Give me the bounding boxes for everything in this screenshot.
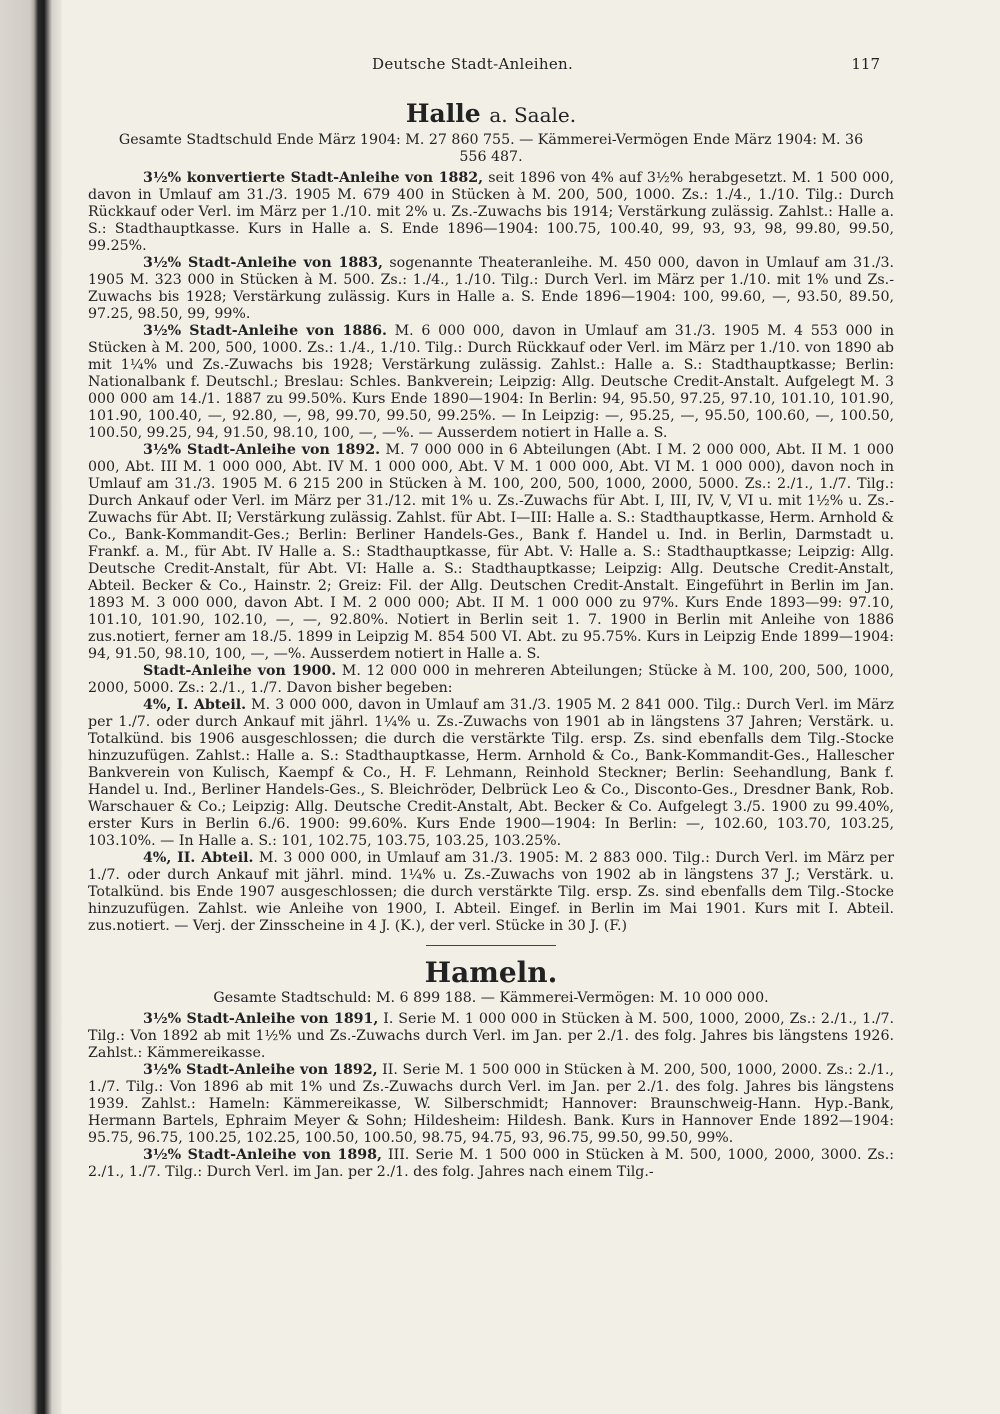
- city-heading-hameln: [88, 958, 894, 988]
- city-suffix: a. Saale.: [489, 103, 577, 127]
- section-divider: [426, 945, 556, 946]
- adjacent-page-edge: [0, 0, 62, 1414]
- loan-title: 3½% Stadt-Anleihe von 1891,: [143, 1011, 379, 1027]
- loan-text: III. Serie M. 1 500 000 in Stücken à M. 500, 1000, 2000, 3000. Zs.: 2./1., 1./7. Tilg.: Durch Verl. im Jan. per 2./1. des folg. Jahres nach einem Tilg.-: [88, 1147, 894, 1180]
- running-head-title: Deutsche Stadt-Anleihen.: [372, 55, 574, 73]
- loan-title: 4%, I. Abteil.: [143, 697, 247, 713]
- loan-entry: [88, 442, 894, 663]
- loan-title: 3½% konvertierte Stadt-Anleihe von 1882,: [143, 170, 484, 186]
- loan-entry: [88, 1011, 894, 1062]
- loan-title: 3½% Stadt-Anleihe von 1898,: [143, 1147, 382, 1163]
- loan-text: II. Serie M. 1 500 000 in Stücken à M. 200, 500, 1000, 2000. Zs.: 2./1., 1./7. Tilg.: Von 1896 ab mit 1% und Zs.-Zuwachs durch Verl. im Jan. per 2./1. des folg. Jahres bis längstens 1939. Zahlst.: Hameln: Kämmereikasse, W. Silberschmidt; Hannover: Braunschweig-Hann. Hyp.-Bank, Hermann Bartels, Ephraim Meyer & Sohn; Hildesheim: Hildesh. Bank. Kurs in Hannover Ende 1892—1904: 95.75, 96.75, 100.25, 102.25, 100.50, 100.50, 98.75, 94.75, 93, 96.75, 99.50, 99.50, 99%.: [88, 1062, 894, 1146]
- loan-title: 4%, II. Abteil.: [143, 850, 254, 866]
- loan-entry: [88, 697, 894, 850]
- loan-entry: [88, 170, 894, 255]
- running-head: [88, 56, 894, 73]
- loan-text: sogenannte Theateranleihe. M. 450 000, davon in Umlauf am 31./3. 1905 M. 323 000 in Stücken à M. 500. Zs.: 1./4., 1./10. Tilg.: Durch Verl. im März per 1./10. mit 1% und Zs.-Zuwachs bis 1928; Verstärkung zulässig. Kurs in Halle a. S. Ende 1896—1904: 100, 99.60, —, 93.50, 89.50, 97.25, 98.50, 99, 99%.: [88, 255, 894, 322]
- loan-text: seit 1896 von 4% auf 3½% herabgesetzt. M. 1 500 000, davon in Umlauf am 31./3. 1905 M. 679 400 in Stücken à M. 200, 500, 1000. Zs.: 1./4., 1./10. Tilg.: Durch Rückkauf oder Verl. im März per 1./10. mit 2% u. Zs.-Zuwachs bis 1914; Verstärkung zulässig. Zahlst.: Halle a. S.: Stadthauptkasse. Kurs in Halle a. S. Ende 1896—1904: 100.75, 100.40, 99, 93, 93, 98, 99.80, 99.50, 99.25%.: [88, 170, 894, 254]
- loan-title: 3½% Stadt-Anleihe von 1886.: [143, 323, 387, 339]
- loan-title: 3½% Stadt-Anleihe von 1892,: [143, 1062, 378, 1078]
- loan-text: M. 7 000 000 in 6 Abteilungen (Abt. I M. 2 000 000, Abt. II M. 1 000 000, Abt. III M. 1 000 000, Abt. IV M. 1 000 000, Abt. V M. 1 000 000, Abt. VI M. 1 000 000), davon noch in Umlauf am 31./3. 1905 M. 6 215 200 in Stücken à M. 100, 200, 500, 1000, 2000, 5000. Zs.: 2./1., 1./7. Tilg.: Durch Ankauf oder Verl. im März per 31./12. mit 1% u. Zs.-Zuwachs für Abt. I, III, IV, V, VI u. mit 1½% u. Zs.-Zuwachs für Abt. II; Verstärkung zulässig. Zahlst. für Abt. I—III: Halle a. S.: Stadthauptkasse, Herm. Arnhold & Co., Bank-Kommandit-Ges.; Berlin: Berliner Handels-Ges., Bank f. Handel u. Ind. in Berlin, Darmstadt u. Frankf. a. M., für Abt. IV Halle a. S.: Stadthauptkasse, für Abt. V: Halle a. S.: Stadthauptkasse; Leipzig: Allg. Deutsche Credit-Anstalt, für Abt. VI: Halle a. S.: Stadthauptkasse; Leipzig: Allg. Deutsche Credit-Anstalt, Abteil. Becker & Co., Hainstr. 2; Greiz: Fil. der Allg. Deutschen Credit-Anstalt. Eingeführt in Berlin im Jan. 1893 M. 3 000 000, davon Abt. I M. 2 000 000; Abt. II M. 1 000 000 zu 97%. Kurs Ende 1893—99: 97.10, 101.10, 101.90, 102.10, —, —, 92.80%. Notiert in Berlin seit 1. 7. 1900 in Berlin mit Anleihe von 1886 zus.notiert, ferner am 18./5. 1899 in Leipzig M. 854 500 VI. Abt. zu 95.75%. Kurs in Leipzig Ende 1899—1904: 94, 91.50, 98.10, 100, —, —%. Ausserdem notiert in Halle a. S.: [88, 442, 894, 662]
- loan-text: M. 6 000 000, davon in Umlauf am 31./3. 1905 M. 4 553 000 in Stücken à M. 200, 500, 1000. Zs.: 1./4., 1./10. Tilg.: Durch Rückkauf oder Verl. im März per 1./10. von 1890 ab mit 1¼% und Zs.-Zuwachs bis 1928; Verstärkung zulässig. Zahlst.: Halle a. S.: Stadthauptkasse; Berlin: Nationalbank f. Deutschl.; Breslau: Schles. Bankverein; Leipzig: Allg. Deutsche Credit-Anstalt. Aufgelegt M. 3 000 000 am 14./1. 1887 zu 99.50%. Kurs Ende 1890—1904: In Berlin: 94, 95.50, 97.25, 97.10, 101.10, 101.90, 101.90, 100.40, —, 92.80, —, 98, 99.70, 99.50, 99.25%. — In Leipzig: —, 95.25, —, 95.50, 100.60, —, 100.50, 100.50, 99.25, 94, 91.50, 98.10, 100, —, —%. — Ausserdem notiert in Halle a. S.: [88, 323, 894, 441]
- city-debt-summary: Gesamte Stadtschuld Ende März 1904: M. 27 860 755. — Kämmerei-Vermögen Ende März 1904: M. 36 556 487.: [118, 132, 864, 165]
- loan-entry: [88, 1062, 894, 1147]
- loan-text: M. 3 000 000, davon in Umlauf am 31./3. 1905 M. 2 841 000. Tilg.: Durch Verl. im März per 1./7. oder durch Ankauf mit jährl. 1¼% u. Zs.-Zuwachs von 1901 ab in längstens 37 Jahren; Verstärk. u. Totalkünd. bis 1906 ausgeschlossen; die durch die verstärkte Tilg. ersp. Zs. sind ebenfalls dem Tilg.-Stocke hinzuzufügen. Zahlst.: Halle a. S.: Stadthauptkasse, Herm. Arnhold & Co., Bank-Kommandit-Ges., Hallescher Bankverein von Kulisch, Kaempf & Co., H. F. Lehmann, Reinhold Steckner; Berlin: Seehandlung, Bank f. Handel u. Ind., Berliner Handels-Ges., S. Bleichröder, Delbrück Leo & Co., Disconto-Ges., Dresdner Bank, Rob. Warschauer & Co.; Leipzig: Allg. Deutsche Credit-Anstalt, Abt. Becker & Co. Aufgelegt 3./5. 1900 zu 99.40%, erster Kurs in Berlin 6./6. 1900: 99.60%. Kurs Ende 1900—1904: In Berlin: —, 102.60, 103.70, 103.25, 103.10%. — In Halle a. S.: 101, 102.75, 103.75, 103.25, 103.25%.: [88, 697, 894, 849]
- loan-text: M. 3 000 000, in Umlauf am 31./3. 1905: M. 2 883 000. Tilg.: Durch Verl. im März per 1./7. oder durch Ankauf mit jährl. mind. 1¼% u. Zs.-Zuwachs von 1902 ab in längstens 37 J.; Verstärk. u. Totalkünd. bis Ende 1907 ausgeschlossen; die durch verstärkte Tilg. ersp. Zs. sind ebenfalls dem Tilg.-Stocke hinzuzufügen. Zahlst. wie Anleihe von 1900, I. Abteil. Eingef. in Berlin im Mai 1901. Kurs mit I. Abteil. zus.notiert. — Verj. der Zinsscheine in 4 J. (K.), der verl. Stücke in 30 J. (F.): [88, 850, 894, 934]
- loan-text: M. 12 000 000 in mehreren Abteilungen; Stücke à M. 100, 200, 500, 1000, 2000, 5000. Zs.: 2./1., 1./7. Davon bisher begeben:: [88, 663, 894, 696]
- loan-entry: [88, 1147, 894, 1181]
- loan-entry: [88, 850, 894, 935]
- loan-entry: [88, 663, 894, 697]
- document-page: [88, 56, 894, 1181]
- loan-title: Stadt-Anleihe von 1900.: [143, 663, 337, 679]
- city-name: Halle: [405, 99, 481, 128]
- city-debt-summary: Gesamte Stadtschuld: M. 6 899 188. — Kämmerei-Vermögen: M. 10 000 000.: [213, 990, 769, 1006]
- loan-entry: [88, 323, 894, 442]
- city-name: Hameln.: [424, 956, 558, 989]
- loan-text: I. Serie M. 1 000 000 in Stücken à M. 500, 1000, 2000, Zs.: 2./1., 1./7. Tilg.: Von 1892 ab mit 1½% und Zs.-Zuwachs durch Verl. im Jan. per 2./1. des folg. Jahres bis längstens 1926. Zahlst.: Kämmereikasse.: [88, 1011, 894, 1061]
- loan-title: 3½% Stadt-Anleihe von 1892.: [143, 442, 381, 458]
- loan-entry: [88, 255, 894, 323]
- page-number: 117: [851, 55, 880, 73]
- loan-title: 3½% Stadt-Anleihe von 1883,: [143, 255, 383, 271]
- city-heading-halle: [88, 99, 894, 130]
